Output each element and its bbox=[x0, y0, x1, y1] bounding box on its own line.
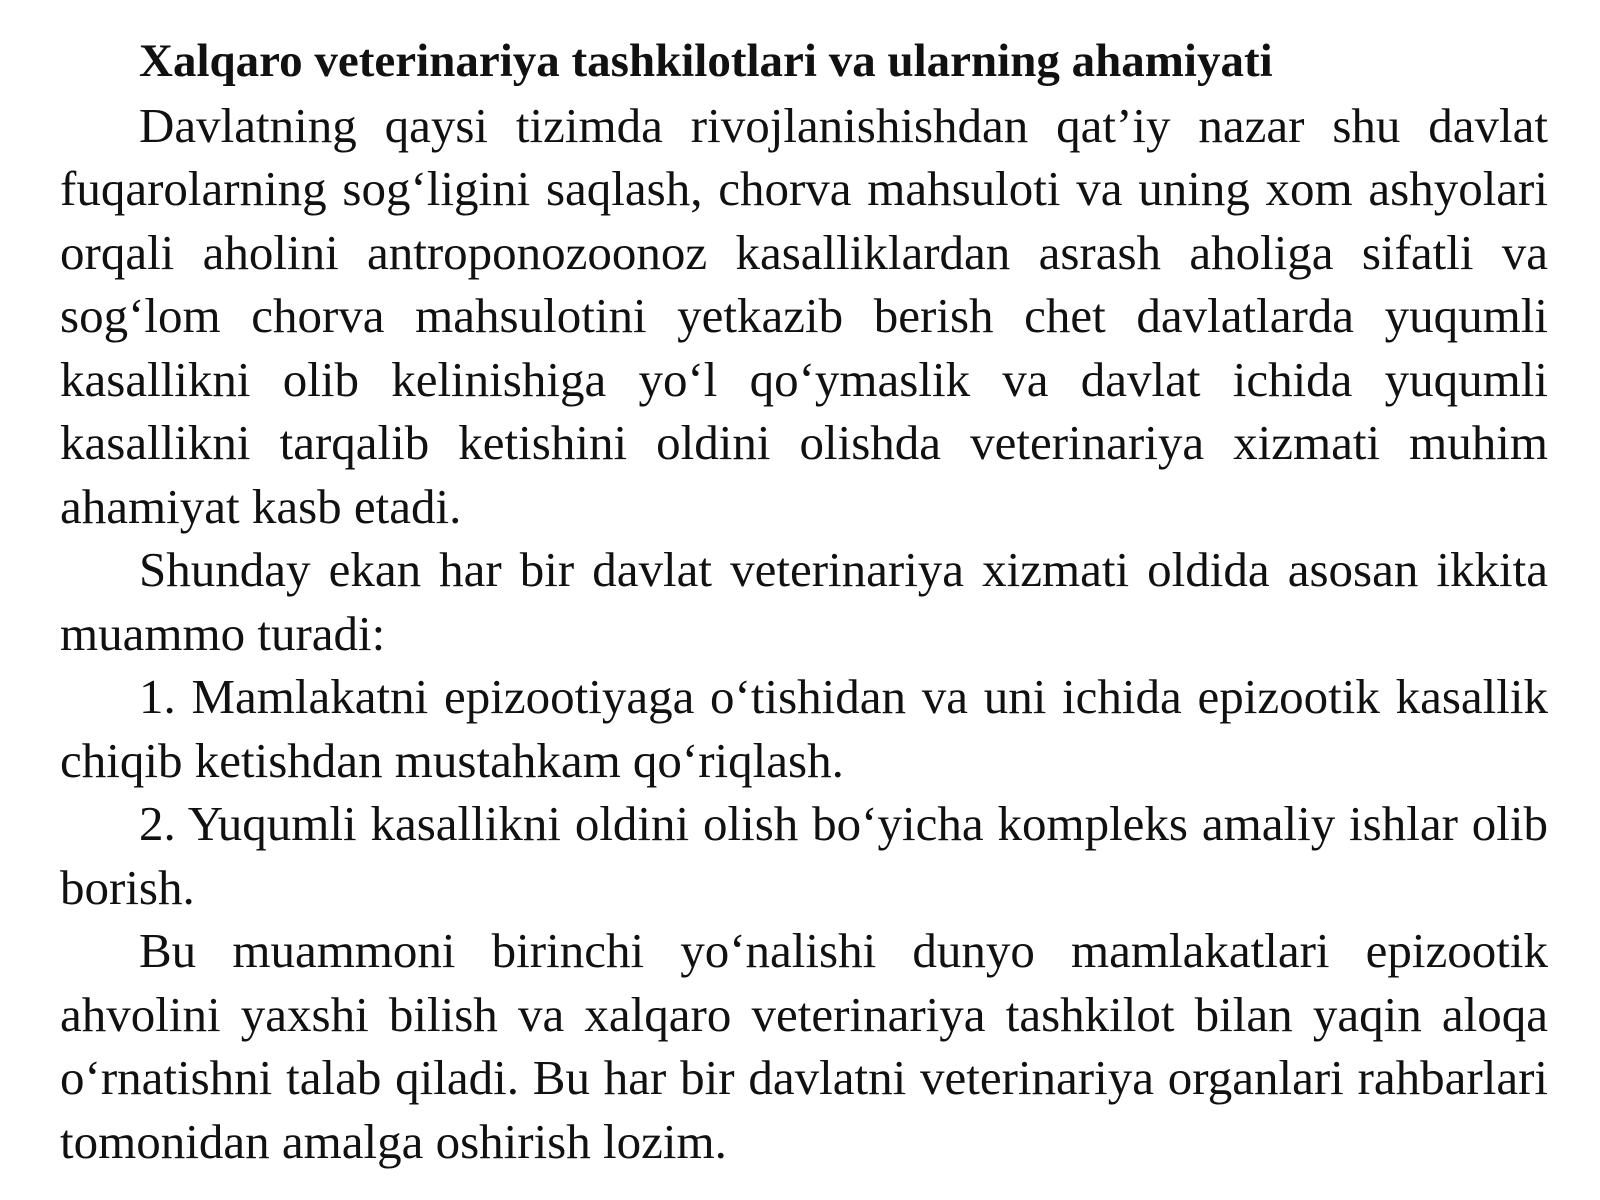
document-page bbox=[60, 30, 1548, 1173]
document-title: Xalqaro veterinariya tashkilotlari va ularning ahamiyati bbox=[139, 35, 1273, 87]
list-item-2: 2. Yuqumli kasallikni oldini olish bo‘yicha kompleks amaliy ishlar olib borish. bbox=[60, 796, 1548, 915]
paragraph-first-direction: Bu muammoni birinchi yo‘nalishi dunyo mamlakatlari epizootik ahvolini yaxshi bilish va xalqaro veterinariya tashkilot bilan yaqin aloqa o‘rnatishni talab qiladi. Bu har bir davlatni veterinariya organlari rahbarlari tomonidan amalga oshirish lozim. bbox=[60, 923, 1548, 1169]
list-item-1: 1. Mamlakatni epizootiyaga o‘tishidan va uni ichida epizootik kasallik chiqib ketishdan mustahkam qo‘riqlash. bbox=[60, 669, 1548, 788]
paragraph-veterinary-service: Davlatning qaysi tizimda rivojlanishishdan qat’iy nazar shu davlat fuqarolarning sog‘ligini saqlash, chorva mahsuloti va uning xom ashyolari orqali aholini antroponozoonoz kasalliklardan asrash aholiga sifatli va sog‘lom chorva mahsulotini yetkazib berish chet davlatlarda yuqumli kasallikni olib kelinishiga yo‘l qo‘ymaslik va davlat ichida yuqumli kasallikni tarqalib ketishini oldini olishda veterinariya xizmati muhim ahamiyat kasb etadi. bbox=[60, 97, 1548, 534]
paragraph-two-problems: Shunday ekan har bir davlat veterinariya xizmati oldida asosan ikkita muammo turadi: bbox=[60, 542, 1548, 661]
